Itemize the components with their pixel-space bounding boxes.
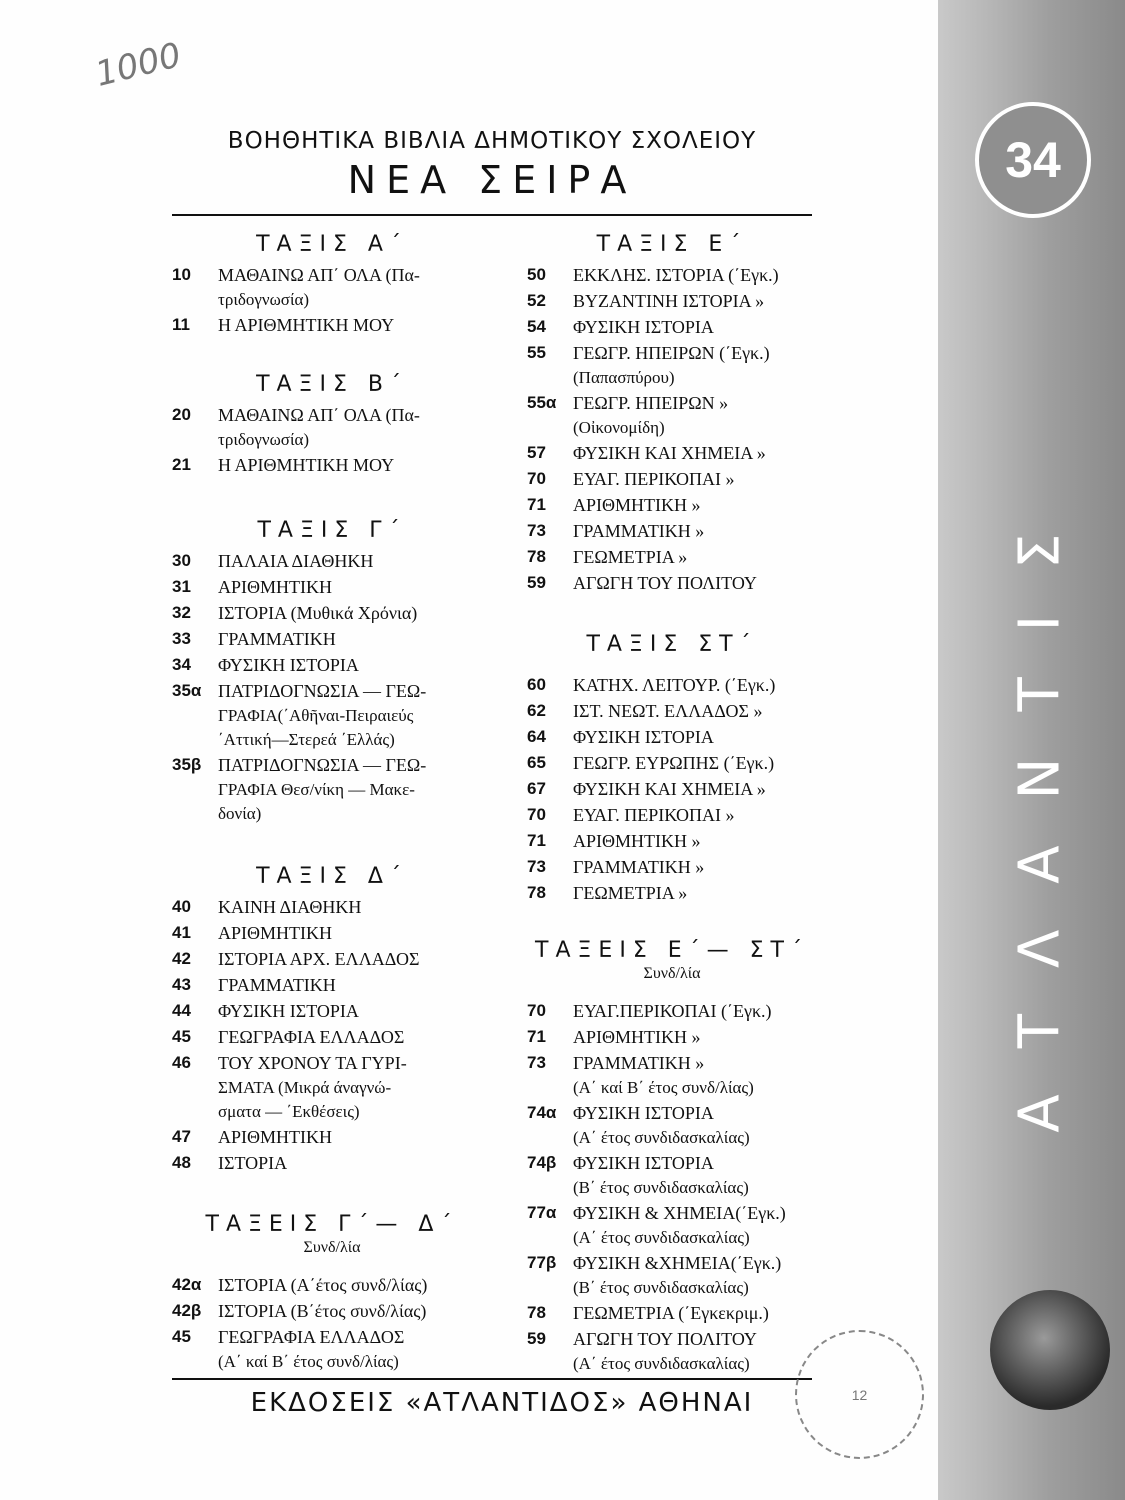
book-entry [527,828,817,854]
book-title: ΦΥΣΙΚΗ ΙΣΤΟΡΙΑ [573,727,714,747]
book-number: 52 [527,291,546,310]
book-number: 65 [527,753,546,772]
book-entry [172,1150,492,1176]
book-number: 50 [527,265,546,284]
book-number: 70 [527,469,546,488]
section-subtitle: Συνδ/λία [303,1239,361,1256]
book-title: ΓΕΩΓΡΑΦΙΑ ΕΛΛΑΔΟΣ [218,1027,405,1047]
book-entry [527,1150,817,1176]
book-title: ΓΡΑΜΜΑΤΙΚΗ » [573,521,705,541]
book-number: 74β [527,1153,557,1172]
book-title: Η ΑΡΙΘΜΗΤΙΚΗ ΜΟΥ [218,455,395,475]
book-title-continuation: (Οἰκονομίδη) [573,418,665,437]
book-title: ΦΥΣΙΚΗ ΙΣΤΟΡΙΑ [218,1001,359,1021]
book-number: 33 [172,629,191,648]
section-title: ΤΑΞΙΣ ΣΤ΄ [586,632,758,657]
section-title: ΤΑΞΙΣ Δ΄ [256,864,408,889]
book-title: ΑΡΙΘΜΗΤΙΚΗ [218,577,332,597]
book-entry [527,262,817,288]
book-number: 21 [172,455,191,474]
publisher-emblem [990,1290,1110,1410]
footer-rule [172,1378,812,1380]
book-number: 46 [172,1053,191,1072]
book-number: 55α [527,393,557,412]
book-title-continuation: (Β΄ έτος συνδιδασκαλίας) [573,1178,749,1197]
book-entry [527,998,817,1024]
book-title: ΤΟΥ ΧΡΟΝΟΥ ΤΑ ΓΥΡΙ- [218,1053,407,1073]
book-entry [527,672,817,698]
publisher-footer: ΕΚΔΟΣΕΙΣ «ΑΤΛΑΝΤΙΔΟΣ» ΑΘΗΝΑΙ [250,1388,754,1418]
book-entry [172,1050,492,1076]
book-title: ΓΕΩΓΡ. ΗΠΕΙΡΩΝ » [573,393,729,413]
book-title: ΙΣΤΟΡΙΑ (Β΄έτος συνδ/λίας) [218,1301,427,1321]
page-subtitle: ΝΕΑ ΣΕΙΡΑ [347,158,637,202]
book-entry [172,574,492,600]
book-title: ΙΣΤΟΡΙΑ (Μυθικά Χρόνια) [218,603,418,623]
book-title: ΙΣΤ. ΝΕΩΤ. ΕΛΛΑΔΟΣ » [573,701,763,721]
section-class-b [172,370,492,478]
book-title: ΙΣΤΟΡΙΑ [218,1153,288,1173]
section-class-a [172,230,492,338]
book-entry [527,440,817,466]
book-title: ΓΕΩΓΡ. ΕΥΡΩΠΗΣ (΄Εγκ.) [573,753,775,773]
book-entry [527,492,817,518]
book-title: ΑΡΙΘΜΗΤΙΚΗ » [573,495,701,515]
book-title: ΑΓΩΓΗ ΤΟΥ ΠΟΛΙΤΟΥ [573,573,757,593]
book-title: ΕΥΑΓ.ΠΕΡΙΚΟΠΑΙ (΄Εγκ.) [573,1001,772,1021]
book-entry [527,776,817,802]
book-number: 54 [527,317,546,336]
book-entry [527,1100,817,1126]
book-number: 64 [527,727,546,746]
book-title: ΓΕΩΜΕΤΡΙΑ » [573,883,688,903]
book-number: 42α [172,1275,202,1294]
book-entry [172,312,492,338]
book-title-continuation: ΄Αττική—Στερεά ΄Ελλάς) [218,730,395,749]
book-title: ΜΑΘΑΙΝΩ ΑΠ΄ ΟΛΑ (Πα- [218,405,420,425]
book-title: ΦΥΣΙΚΗ ΙΣΤΟΡΙΑ [218,655,359,675]
book-entry [172,752,492,778]
series-number-badge: 34 [975,102,1091,218]
book-entry [172,1024,492,1050]
book-number: 47 [172,1127,191,1146]
book-number: 71 [527,1027,546,1046]
book-number: 60 [527,675,546,694]
book-entry [527,466,817,492]
book-title-continuation: (Α΄ καί Β΄ έτος συνδ/λίας) [218,1352,399,1371]
book-entry [172,548,492,574]
book-entry [172,452,492,478]
section-title: ΤΑΞΕΙΣ Ε΄— ΣΤ΄ [535,938,809,963]
book-number: 42β [172,1301,202,1320]
book-entry [172,262,492,288]
book-title: ΦΥΣΙΚΗ & ΧΗΜΕΙΑ(΄Εγκ.) [573,1203,786,1223]
book-number: 70 [527,805,546,824]
book-number: 77α [527,1203,557,1222]
book-title: Η ΑΡΙΘΜΗΤΙΚΗ ΜΟΥ [218,315,395,335]
book-title: ΦΥΣΙΚΗ ΚΑΙ ΧΗΜΕΙΑ » [573,443,766,463]
book-number: 73 [527,857,546,876]
book-title: ΦΥΣΙΚΗ &ΧΗΜΕΙΑ(΄Εγκ.) [573,1253,782,1273]
book-title: ΒΥΖΑΝΤΙΝΗ ΙΣΤΟΡΙΑ » [573,291,765,311]
book-number: 35β [172,755,202,774]
book-title-continuation: ΓΡΑΦΙΑ Θεσ/νίκη — Μακε- [218,780,415,799]
book-number: 71 [527,831,546,850]
section-class-d [172,862,492,1176]
book-title: ΦΥΣΙΚΗ ΚΑΙ ΧΗΜΕΙΑ » [573,779,766,799]
book-number: 78 [527,547,546,566]
book-title-continuation: ΓΡΑΦΙΑ(΄Αθῆναι-Πειραιεύς [218,706,414,725]
book-title: ΕΥΑΓ. ΠΕΡΙΚΟΠΑΙ » [573,469,735,489]
book-entry [527,802,817,828]
book-number: 57 [527,443,546,462]
book-entry [172,972,492,998]
book-number: 32 [172,603,191,622]
book-entry [527,1050,817,1076]
book-entry [527,314,817,340]
section-class-e [527,230,817,596]
book-title: ΙΣΤΟΡΙΑ (Α΄έτος συνδ/λίας) [218,1275,428,1295]
book-title-continuation: τριδογνωσία) [218,290,310,309]
book-number: 34 [172,655,191,674]
right-column [527,230,817,1376]
book-number: 70 [527,1001,546,1020]
book-number: 43 [172,975,191,994]
book-title: ΑΓΩΓΗ ΤΟΥ ΠΟΛΙΤΟΥ [573,1329,757,1349]
book-entry [172,1298,492,1324]
library-stamp [795,1330,924,1459]
book-number: 10 [172,265,191,284]
book-title: ΦΥΣΙΚΗ ΙΣΤΟΡΙΑ [573,317,714,337]
book-title: ΠΑΛΑΙΑ ΔΙΑΘΗΚΗ [218,551,374,571]
section-title: ΤΑΞΙΣ Γ΄ [257,518,407,543]
book-title: ΠΑΤΡΙΔΟΓΝΩΣΙΑ — ΓΕΩ- [218,755,427,775]
book-entry [527,340,817,366]
book-number: 74α [527,1103,557,1122]
book-number: 45 [172,1327,191,1346]
stamp-number: 12 [851,1386,868,1403]
book-entry [527,1024,817,1050]
page-title: ΒΟΗΘΗΤΙΚΑ ΒΙΒΛΙΑ ΔΗΜΟΤΙΚΟΥ ΣΧΟΛΕΙΟΥ [227,128,757,154]
book-title: ΓΕΩΜΕΤΡΙΑ (΄Εγκεκριμ.) [573,1303,769,1323]
book-entry [172,1272,492,1298]
book-number: 73 [527,521,546,540]
book-entry [172,652,492,678]
book-title: ΦΥΣΙΚΗ ΙΣΤΟΡΙΑ [573,1153,714,1173]
book-number: 20 [172,405,191,424]
section-class-est [527,936,817,1376]
section-class-c [172,516,492,826]
book-number: 59 [527,573,546,592]
section-title: ΤΑΞΙΣ Β΄ [256,372,408,397]
header-rule [172,214,812,216]
book-title-continuation: (Α΄ έτος συνδιδασκαλίας) [573,1354,750,1373]
book-entry [527,518,817,544]
book-title: ΙΣΤΟΡΙΑ ΑΡΧ. ΕΛΛΑΔΟΣ [218,949,420,969]
book-entry [172,998,492,1024]
section-class-cd [172,1210,492,1374]
book-title-continuation: (Β΄ έτος συνδιδασκαλίας) [573,1278,749,1297]
book-title: ΓΕΩΓΡΑΦΙΑ ΕΛΛΑΔΟΣ [218,1327,405,1347]
book-title-continuation: (Α΄ καί Β΄ έτος συνδ/λίας) [573,1078,754,1097]
book-entry [172,920,492,946]
book-number: 44 [172,1001,191,1020]
book-title: ΓΡΑΜΜΑΤΙΚΗ [218,975,336,995]
book-entry [172,1124,492,1150]
book-title: ΑΡΙΘΜΗΤΙΚΗ [218,923,332,943]
book-entry [172,678,492,704]
book-title-continuation: σματα — ΄Εκθέσεις) [218,1102,360,1121]
book-title: ΑΡΙΘΜΗΤΙΚΗ » [573,1027,701,1047]
book-number: 42 [172,949,191,968]
section-class-st [527,630,817,906]
book-title-continuation: (Α΄ έτος συνδιδασκαλίας) [573,1228,750,1247]
book-entry [527,1200,817,1226]
book-title: ΓΡΑΜΜΑΤΙΚΗ [218,629,336,649]
book-number: 78 [527,883,546,902]
section-title: ΤΑΞΕΙΣ Γ΄— Δ΄ [205,1212,459,1237]
book-entry [172,894,492,920]
book-number: 48 [172,1153,191,1172]
book-title: ΓΡΑΜΜΑΤΙΚΗ » [573,1053,705,1073]
book-entry [172,946,492,972]
book-number: 59 [527,1329,546,1348]
book-entry [527,750,817,776]
book-title-continuation: (Παπασπύρου) [573,368,675,387]
book-entry [527,1250,817,1276]
book-entry [527,880,817,906]
book-title: ΦΥΣΙΚΗ ΙΣΤΟΡΙΑ [573,1103,714,1123]
book-title-continuation: τριδογνωσία) [218,430,310,449]
book-number: 73 [527,1053,546,1072]
book-number: 40 [172,897,191,916]
book-entry [527,544,817,570]
book-entry [527,698,817,724]
book-entry [172,1324,492,1350]
book-number: 30 [172,551,191,570]
book-number: 35α [172,681,202,700]
book-title: ΚΑΤΗΧ. ΛΕΙΤΟΥΡ. (΄Εγκ.) [573,675,776,695]
book-number: 11 [172,315,190,334]
book-number: 78 [527,1303,546,1322]
book-number: 41 [172,923,191,942]
book-title: ΑΡΙΘΜΗΤΙΚΗ [218,1127,332,1147]
book-title: ΓΡΑΜΜΑΤΙΚΗ » [573,857,705,877]
book-number: 45 [172,1027,191,1046]
book-entry [527,854,817,880]
book-entry [527,1300,817,1326]
book-title: ΓΕΩΓΡ. ΗΠΕΙΡΩΝ (΄Εγκ.) [573,343,770,363]
book-title-continuation: (Α΄ έτος συνδιδασκαλίας) [573,1128,750,1147]
book-title: ΕΚΚΛΗΣ. ΙΣΤΟΡΙΑ (΄Εγκ.) [573,265,779,285]
book-number: 77β [527,1253,557,1272]
book-number: 62 [527,701,546,720]
spine-title: ΑΤΛΑΝΤΙΣ [1007,487,1073,1133]
book-number: 67 [527,779,546,798]
book-entry [527,570,817,596]
book-entry [172,600,492,626]
book-entry [172,402,492,428]
handwritten-note: 1000 [91,35,186,95]
section-subtitle: Συνδ/λία [643,965,701,982]
book-entry [527,724,817,750]
book-entry [527,390,817,416]
book-number: 55 [527,343,546,362]
book-title: ΕΥΑΓ. ΠΕΡΙΚΟΠΑΙ » [573,805,735,825]
left-column [172,230,492,1374]
book-number: 31 [172,577,191,596]
section-title: ΤΑΞΙΣ Α΄ [256,232,408,257]
book-title: ΚΑΙΝΗ ΔΙΑΘΗΚΗ [218,897,362,917]
section-title: ΤΑΞΙΣ Ε΄ [596,232,748,257]
book-title: ΑΡΙΘΜΗΤΙΚΗ » [573,831,701,851]
book-title-continuation: ΣΜΑΤΑ (Μικρά άναγνώ- [218,1078,392,1097]
book-entry [172,626,492,652]
book-title: ΜΑΘΑΙΝΩ ΑΠ΄ ΟΛΑ (Πα- [218,265,420,285]
book-title-continuation: δονία) [218,804,262,823]
book-entry [527,1326,817,1352]
book-number: 71 [527,495,546,514]
book-entry [527,288,817,314]
book-title: ΠΑΤΡΙΔΟΓΝΩΣΙΑ — ΓΕΩ- [218,681,427,701]
book-title: ΓΕΩΜΕΤΡΙΑ » [573,547,688,567]
